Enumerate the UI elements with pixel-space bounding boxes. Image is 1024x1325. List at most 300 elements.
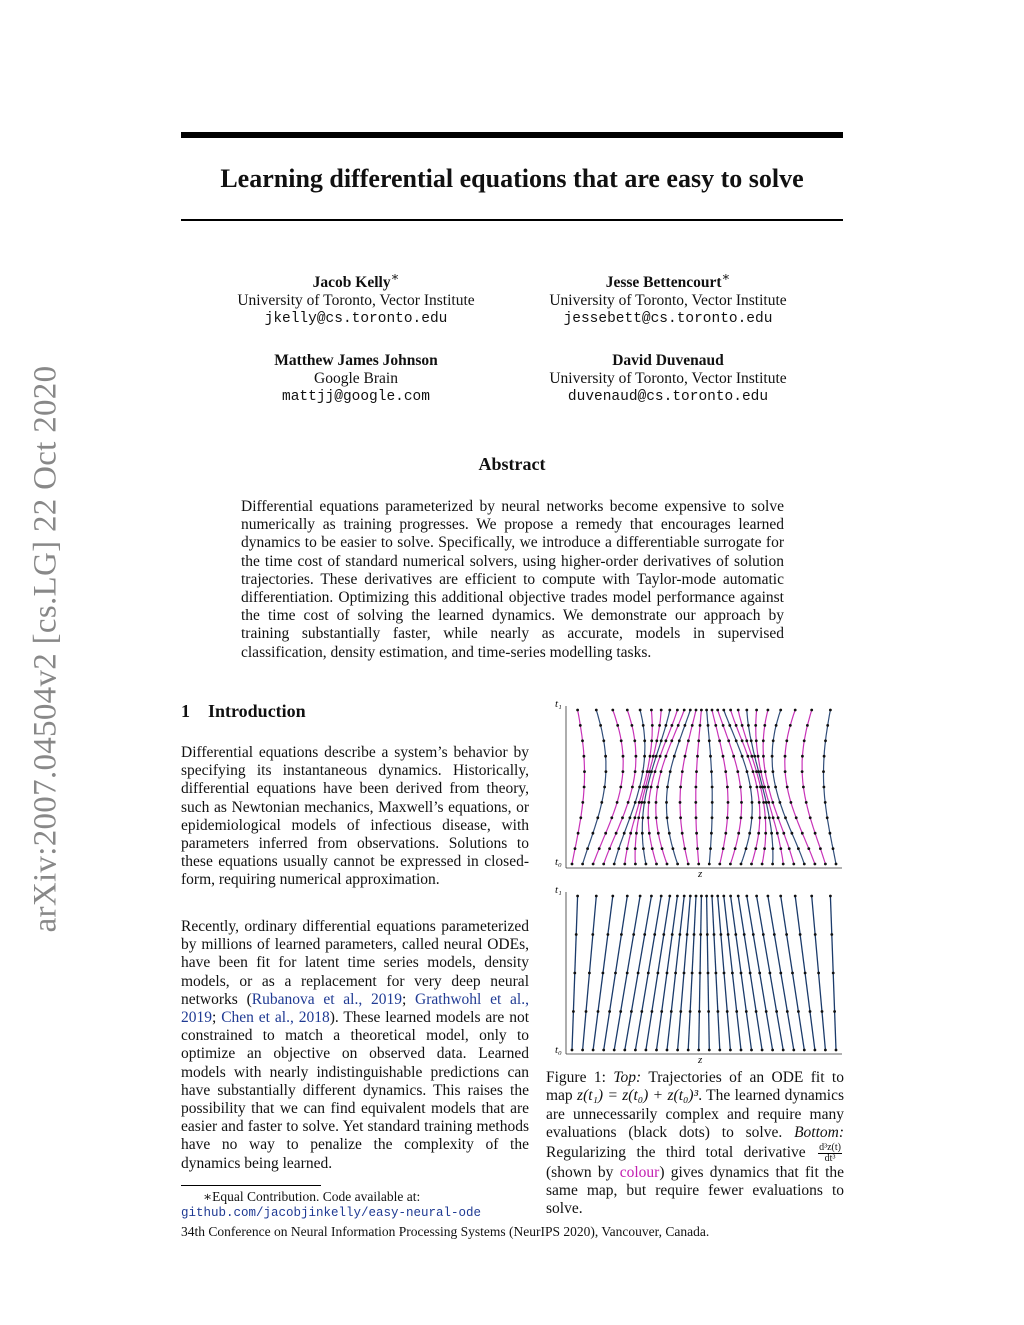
evaluation-dot — [592, 832, 595, 835]
evaluation-dot — [779, 972, 782, 975]
evaluation-dot — [616, 724, 619, 727]
evaluation-dot — [671, 933, 674, 936]
evaluation-dot — [602, 972, 605, 975]
evaluation-dot — [617, 847, 620, 850]
evaluation-dot — [767, 801, 770, 804]
evaluation-dot — [760, 770, 763, 773]
evaluation-dot — [758, 801, 761, 804]
section-heading — [181, 701, 306, 722]
author-affiliation: University of Toronto, Vector Institute — [549, 292, 787, 310]
evaluation-dot — [650, 709, 653, 712]
evaluation-dot — [757, 755, 760, 758]
citation-link[interactable]: Rubanova et al., 2019 — [251, 990, 402, 1008]
evaluation-dot — [745, 709, 748, 712]
evaluation-dot — [634, 1049, 637, 1052]
evaluation-dot — [699, 972, 702, 975]
evaluation-dot — [661, 847, 664, 850]
evaluation-dot — [809, 1010, 812, 1013]
evaluation-dot — [779, 895, 782, 898]
evaluation-dot — [620, 933, 623, 936]
evaluation-dot — [655, 1049, 658, 1052]
evaluation-dot — [763, 847, 766, 850]
evaluation-dot — [635, 755, 638, 758]
evaluation-dot — [668, 709, 671, 712]
evaluation-dot — [716, 709, 719, 712]
evaluation-dot — [724, 770, 727, 773]
evaluation-dot — [655, 801, 658, 804]
evaluation-dot — [643, 933, 646, 936]
figure-bottom-panel — [552, 882, 844, 1066]
trajectory-line — [667, 710, 691, 864]
evaluation-dot — [801, 770, 804, 773]
evaluation-dot — [695, 832, 698, 835]
abstract-text: Differential equations parameterized by neural networks become expensive to solve numerically as training progresses. We propose a remedy that encourages learned dynamics to be easier to solve. Specifically, we introduce a differentiable surrogate for the time cost of standard numerical solvers, using higher-order derivatives of solution trajectories. These derivatives are efficient to compute with Taylor-mode automatic differentiation. Optimizing this additional objective trades model performance against the time cost of solving the learned dynamics. We demonstrate our approach by training substantially faster, while nearly as accurate, models in supervised classification, density estimation, and time-series modelling tasks. — [241, 498, 784, 661]
evaluation-dot — [754, 724, 757, 727]
evaluation-dot — [734, 933, 737, 936]
evaluation-dot — [634, 863, 637, 866]
intro-p2-end: ). These learned models are not constrained to match a theoretical model, only to optimize an objective on observed data. Learned models with nearly indistinguishable predictions can have substantially different dynamics. This raises the possibility that we can find equivalent models that are easier and faster to solve. Yet standard training methods have no way to penalize the complexity of the dynamics being learned. — [181, 1009, 530, 1172]
evaluation-dot — [792, 863, 795, 866]
evaluation-dot — [751, 801, 754, 804]
footnote-link[interactable]: github.com/jacobjinkelly/easy-neural-ode — [181, 1206, 482, 1220]
evaluation-dot — [708, 863, 711, 866]
evaluation-dot — [696, 755, 699, 758]
evaluation-dot — [611, 709, 614, 712]
evaluation-dot — [734, 847, 737, 850]
evaluation-dot — [775, 724, 778, 727]
evaluation-dot — [835, 863, 838, 866]
evaluation-dot — [829, 895, 832, 898]
evaluation-dot — [755, 709, 758, 712]
author-name: Jacob Kelly — [312, 274, 391, 292]
author-name: Matthew James Johnson — [274, 352, 438, 369]
evaluation-dot — [650, 770, 653, 773]
evaluation-dot — [824, 1049, 827, 1052]
evaluation-dot — [756, 786, 759, 789]
evaluation-dot — [648, 832, 651, 835]
evaluation-dot — [640, 801, 643, 804]
evaluation-dot — [632, 933, 635, 936]
evaluation-dot — [824, 739, 827, 742]
trajectory-plot-top — [552, 698, 844, 880]
evaluation-dot — [641, 816, 644, 819]
evaluation-dot — [665, 801, 668, 804]
evaluation-dot — [689, 895, 692, 898]
evaluation-dot — [761, 863, 764, 866]
evaluation-dot — [762, 755, 765, 758]
evaluation-dot — [801, 832, 804, 835]
caption-bottom-label: Bottom: — [794, 1124, 845, 1142]
evaluation-dot — [603, 786, 606, 789]
evaluation-dot — [626, 972, 629, 975]
evaluation-dot — [763, 786, 766, 789]
evaluation-dot — [626, 895, 629, 898]
evaluation-dot — [629, 816, 632, 819]
evaluation-dot — [762, 739, 765, 742]
fraction-denominator: dt³ — [824, 1152, 836, 1164]
evaluation-dot — [752, 933, 755, 936]
evaluation-dot — [592, 1049, 595, 1052]
evaluation-dot — [657, 972, 660, 975]
evaluation-dot — [572, 1010, 575, 1013]
evaluation-dot — [699, 724, 702, 727]
evaluation-dot — [591, 933, 594, 936]
evaluation-dot — [581, 801, 584, 804]
evaluation-dot — [814, 863, 817, 866]
evaluation-dot — [727, 739, 730, 742]
evaluation-dot — [614, 972, 617, 975]
evaluation-dot — [700, 895, 703, 898]
evaluation-dot — [726, 816, 729, 819]
evaluation-dot — [779, 709, 782, 712]
evaluation-dot — [655, 739, 658, 742]
evaluation-dot — [750, 739, 753, 742]
evaluation-dot — [729, 863, 732, 866]
citation-separator: ; — [401, 990, 416, 1008]
evaluation-dot — [823, 755, 826, 758]
evaluation-dot — [722, 847, 725, 850]
evaluation-dot — [803, 863, 806, 866]
evaluation-dot — [770, 832, 773, 835]
abstract-heading: Abstract — [478, 454, 546, 474]
evaluation-dot — [695, 709, 698, 712]
evaluation-dot — [595, 709, 598, 712]
evaluation-dot — [668, 895, 671, 898]
evaluation-dot — [771, 1049, 774, 1052]
evaluation-dot — [639, 895, 642, 898]
caption-figure-label: Figure 1: — [546, 1069, 606, 1086]
author-block — [206, 352, 506, 406]
evaluation-dot — [724, 832, 727, 835]
evaluation-dot — [764, 770, 767, 773]
evaluation-dot — [789, 724, 792, 727]
evaluation-dot — [784, 816, 787, 819]
evaluation-dot — [623, 1049, 626, 1052]
derivative-fraction — [818, 1143, 842, 1164]
evaluation-dot — [670, 1010, 673, 1013]
evaluation-dot — [752, 770, 755, 773]
evaluation-dot — [714, 724, 717, 727]
evaluation-dot — [785, 739, 788, 742]
footnote-text: ∗Equal Contribution. Code available at: — [203, 1189, 421, 1204]
evaluation-dot — [631, 724, 634, 727]
evaluation-dot — [807, 847, 810, 850]
evaluation-dot — [806, 724, 809, 727]
evaluation-dot — [583, 786, 586, 789]
evaluation-dot — [695, 895, 698, 898]
evaluation-dot — [746, 770, 749, 773]
citation-separator: ; — [212, 1009, 222, 1027]
evaluation-dot — [691, 724, 694, 727]
figure-caption — [546, 1069, 844, 1219]
evaluation-dot — [763, 724, 766, 727]
evaluation-dot — [645, 1049, 648, 1052]
evaluation-dot — [652, 755, 655, 758]
evaluation-dot — [577, 832, 580, 835]
evaluation-dot — [634, 770, 637, 773]
evaluation-dot — [651, 847, 654, 850]
evaluation-dot — [604, 755, 607, 758]
evaluation-dot — [684, 755, 687, 758]
evaluation-dot — [755, 1010, 758, 1013]
author-mark: ∗ — [390, 269, 400, 284]
evaluation-dot — [771, 847, 774, 850]
evaluation-dot — [718, 1049, 721, 1052]
evaluation-dot — [571, 1049, 574, 1052]
evaluation-dot — [666, 972, 669, 975]
author-block — [518, 268, 818, 328]
evaluation-dot — [758, 972, 761, 975]
evaluation-dot — [764, 816, 767, 819]
evaluation-dot — [745, 895, 748, 898]
evaluation-dot — [691, 972, 694, 975]
evaluation-dot — [616, 801, 619, 804]
author-mark: ∗ — [721, 269, 731, 284]
evaluation-dot — [833, 1010, 836, 1013]
evaluation-dot — [672, 847, 675, 850]
evaluation-dot — [687, 739, 690, 742]
evaluation-dot — [611, 895, 614, 898]
evaluation-dot — [626, 709, 629, 712]
evaluation-dot — [755, 739, 758, 742]
evaluation-dot — [705, 895, 708, 898]
author-affiliation: Google Brain — [314, 370, 398, 387]
evaluation-dot — [722, 709, 725, 712]
evaluation-dot — [634, 816, 637, 819]
evaluation-dot — [729, 709, 732, 712]
evaluation-dot — [771, 863, 774, 866]
evaluation-dot — [681, 770, 684, 773]
evaluation-dot — [683, 847, 686, 850]
evaluation-dot — [785, 933, 788, 936]
evaluation-dot — [573, 972, 576, 975]
evaluation-dot — [698, 1010, 701, 1013]
evaluation-dot — [677, 724, 680, 727]
evaluation-dot — [571, 863, 574, 866]
evaluation-dot — [697, 863, 700, 866]
evaluation-dot — [715, 972, 718, 975]
evaluation-dot — [646, 786, 649, 789]
evaluation-dot — [740, 863, 743, 866]
evaluation-dot — [710, 770, 713, 773]
evaluation-dot — [717, 1010, 720, 1013]
evaluation-dot — [823, 786, 826, 789]
fraction-numerator: d³z(t) — [819, 1141, 841, 1153]
evaluation-dot — [696, 847, 699, 850]
evaluation-dot — [805, 801, 808, 804]
evaluation-dot — [735, 1010, 738, 1013]
author-email: duvenaud@cs.toronto.edu — [567, 389, 769, 405]
evaluation-dot — [637, 816, 640, 819]
evaluation-dot — [782, 832, 785, 835]
evaluation-dot — [604, 832, 607, 835]
evaluation-dot — [679, 1010, 682, 1013]
section-number: 1 — [181, 701, 190, 721]
evaluation-dot — [727, 801, 730, 804]
evaluation-dot — [599, 724, 602, 727]
evaluation-dot — [602, 863, 605, 866]
evaluation-dot — [640, 1010, 643, 1013]
evaluation-dot — [608, 847, 611, 850]
evaluation-dot — [740, 1049, 743, 1052]
evaluation-dot — [583, 770, 586, 773]
citation-link[interactable]: Chen et al., 2018 — [221, 1009, 330, 1027]
evaluation-dot — [822, 770, 825, 773]
evaluation-dot — [706, 933, 709, 936]
evaluation-dot — [753, 755, 756, 758]
evaluation-dot — [720, 933, 723, 936]
evaluation-dot — [581, 739, 584, 742]
evaluation-dot — [699, 933, 702, 936]
evaluation-dot — [613, 863, 616, 866]
evaluation-dot — [767, 786, 770, 789]
axis-label-t0: t₀ — [555, 1044, 562, 1056]
evaluation-dot — [657, 832, 660, 835]
evaluation-dot — [735, 739, 738, 742]
evaluation-dot — [709, 755, 712, 758]
evaluation-dot — [788, 847, 791, 850]
evaluation-dot — [679, 786, 682, 789]
evaluation-dot — [711, 816, 714, 819]
evaluation-dot — [824, 863, 827, 866]
evaluation-dot — [642, 847, 645, 850]
author-name: Jesse Bettencourt — [605, 274, 722, 292]
evaluation-dot — [799, 933, 802, 936]
evaluation-dot — [659, 755, 662, 758]
evaluation-dot — [649, 755, 652, 758]
evaluation-dot — [779, 847, 782, 850]
evaluation-dot — [786, 1010, 789, 1013]
evaluation-dot — [665, 739, 668, 742]
evaluation-dot — [687, 1049, 690, 1052]
evaluation-dot — [650, 786, 653, 789]
caption-text: Regularizing the third total derivative — [546, 1143, 806, 1161]
evaluation-dot — [765, 1010, 768, 1013]
evaluation-dot — [592, 863, 595, 866]
trajectory-plot-bottom — [552, 882, 844, 1066]
evaluation-dot — [814, 832, 817, 835]
evaluation-dot — [750, 755, 753, 758]
evaluation-dot — [750, 816, 753, 819]
evaluation-dot — [737, 832, 740, 835]
evaluation-dot — [749, 786, 752, 789]
evaluation-dot — [579, 816, 582, 819]
evaluation-dot — [729, 895, 732, 898]
evaluation-dot — [634, 847, 637, 850]
evaluation-dot — [803, 1049, 806, 1052]
evaluation-dot — [711, 709, 714, 712]
evaluation-dot — [679, 933, 682, 936]
footnote-rule — [181, 1185, 321, 1186]
author-affiliation: University of Toronto, Vector Institute — [237, 292, 475, 310]
citation-link[interactable]: Grathwohl et al., 2019 — [181, 990, 529, 1027]
caption-equation: z(t₁) = z(t₀) + z(t₀)³ — [577, 1087, 699, 1105]
evaluation-dot — [708, 739, 711, 742]
evaluation-dot — [728, 724, 731, 727]
evaluation-dot — [666, 816, 669, 819]
evaluation-dot — [683, 895, 686, 898]
evaluation-dot — [653, 933, 656, 936]
evaluation-dot — [700, 709, 703, 712]
evaluation-dot — [666, 1049, 669, 1052]
evaluation-dot — [729, 1049, 732, 1052]
evaluation-dot — [650, 739, 653, 742]
evaluation-dot — [709, 847, 712, 850]
evaluation-dot — [767, 709, 770, 712]
evaluation-dot — [741, 739, 744, 742]
evaluation-dot — [676, 895, 679, 898]
evaluation-dot — [697, 739, 700, 742]
evaluation-dot — [623, 832, 626, 835]
evaluation-dot — [600, 801, 603, 804]
evaluation-dot — [581, 863, 584, 866]
caption-colour-word: colour — [619, 1163, 660, 1181]
evaluation-dot — [666, 863, 669, 866]
evaluation-dot — [641, 770, 644, 773]
evaluation-dot — [658, 724, 661, 727]
evaluation-dot — [669, 770, 672, 773]
evaluation-dot — [576, 895, 579, 898]
evaluation-dot — [741, 755, 744, 758]
evaluation-dot — [597, 1010, 600, 1013]
evaluation-dot — [621, 816, 624, 819]
intro-p2-start: Recently, ordinary differential equations parameterized by millions of learned parameters, called neural ODEs, have been fit for latent time series models, density models, or as a replacement for very deep neural networks ( — [181, 918, 529, 1008]
evaluation-dot — [602, 1049, 605, 1052]
evaluation-dot — [619, 1010, 622, 1013]
figure-top-panel — [552, 698, 844, 880]
evaluation-dot — [668, 832, 671, 835]
author-block — [518, 352, 818, 406]
evaluation-dot — [829, 709, 832, 712]
evaluation-dot — [810, 895, 813, 898]
evaluation-dot — [794, 895, 797, 898]
axis-label-t1: t₁ — [555, 698, 562, 710]
evaluation-dot — [633, 739, 636, 742]
evaluation-dot — [670, 739, 673, 742]
axis-label-t1: t₁ — [555, 884, 562, 896]
evaluation-dot — [832, 847, 835, 850]
evaluation-dot — [608, 1010, 611, 1013]
evaluation-dot — [826, 724, 829, 727]
evaluation-dot — [814, 1049, 817, 1052]
evaluation-dot — [662, 933, 665, 936]
evaluation-dot — [743, 933, 746, 936]
evaluation-dot — [647, 972, 650, 975]
evaluation-dot — [631, 786, 634, 789]
evaluation-dot — [665, 755, 668, 758]
evaluation-dot — [643, 739, 646, 742]
caption-top-label: Top: — [613, 1069, 642, 1086]
evaluation-dot — [731, 972, 734, 975]
footnote — [181, 1188, 481, 1222]
evaluation-dot — [736, 770, 739, 773]
axis-label-z: z — [698, 1054, 703, 1066]
evaluation-dot — [637, 972, 640, 975]
evaluation-dot — [794, 709, 797, 712]
evaluation-dot — [754, 847, 757, 850]
evaluation-dot — [826, 816, 829, 819]
evaluation-dot — [716, 895, 719, 898]
trajectory-line — [785, 710, 815, 864]
axis-label-t0: t₀ — [555, 856, 562, 868]
trajectory-line — [572, 710, 585, 864]
title-top-rule — [181, 132, 843, 138]
evaluation-dot — [579, 724, 582, 727]
evaluation-dot — [576, 709, 579, 712]
evaluation-dot — [673, 755, 676, 758]
evaluation-dot — [651, 1010, 654, 1013]
evaluation-dot — [693, 933, 696, 936]
